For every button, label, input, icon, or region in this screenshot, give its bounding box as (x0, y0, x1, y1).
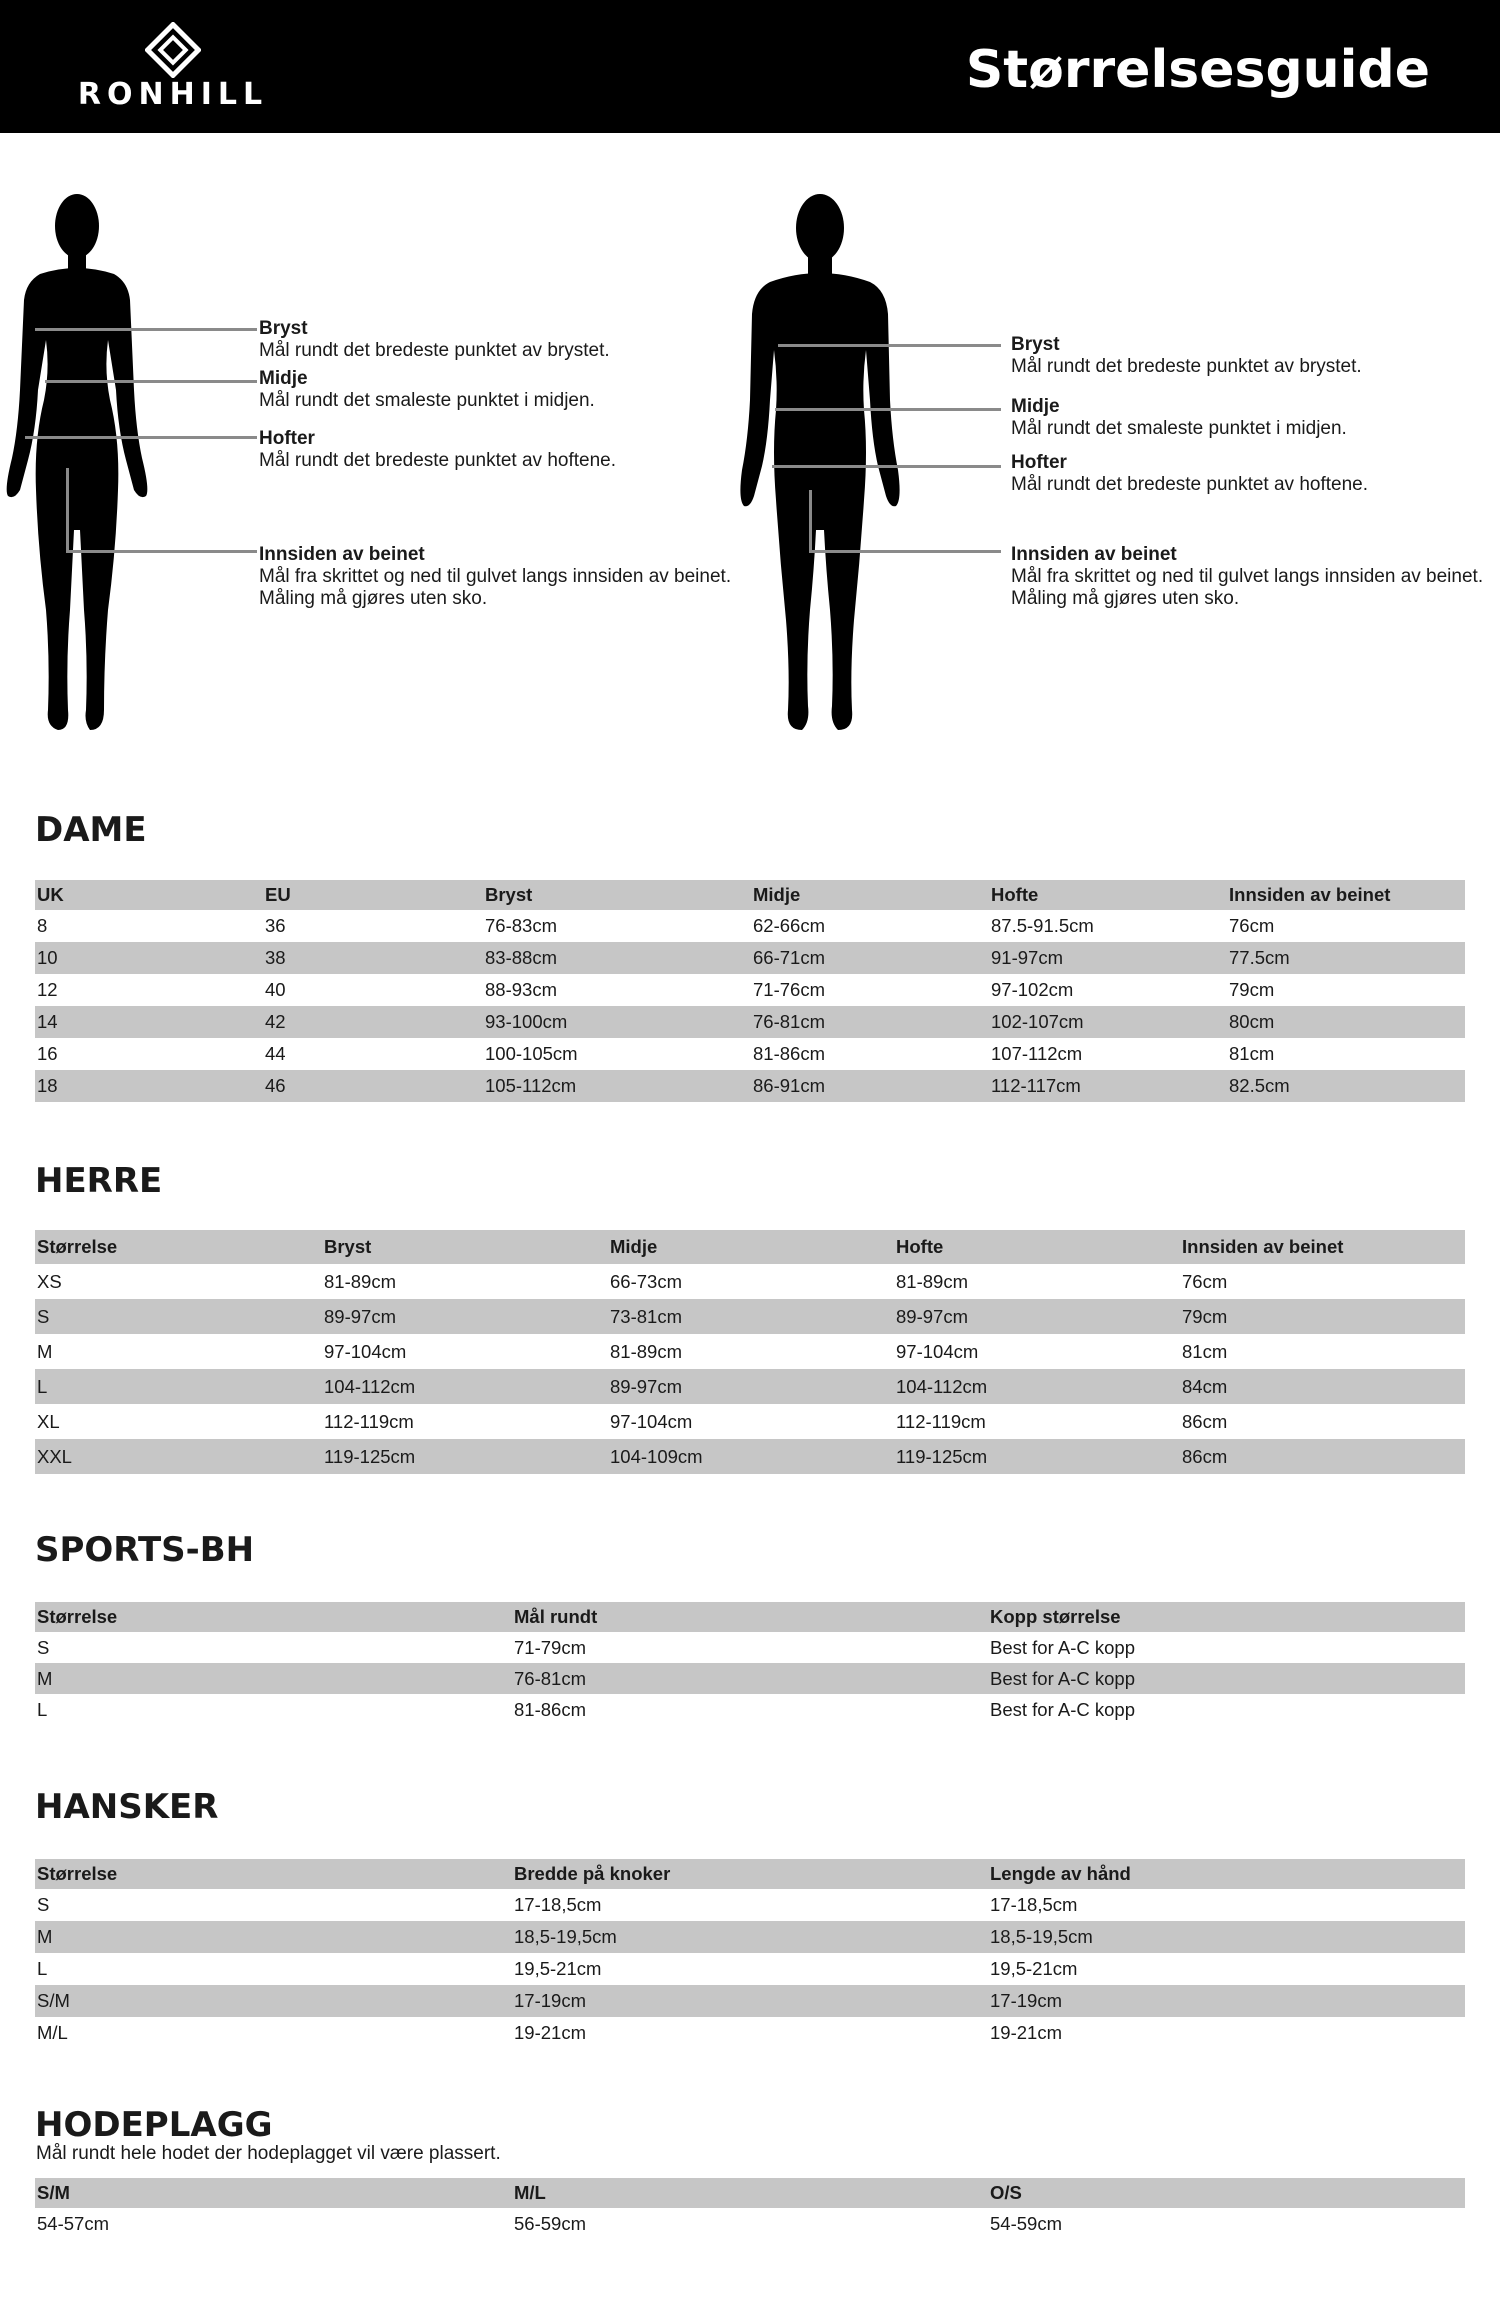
size-table-hodeplagg (35, 2178, 1465, 2240)
table-cell: 17-18,5cm (514, 1894, 602, 1915)
table-row (35, 1070, 1465, 1102)
table-cell: S (37, 1636, 50, 1658)
table-cell: M/L (37, 2022, 68, 2043)
table-cell: 54-57cm (37, 2213, 109, 2234)
table-cell: 112-119cm (896, 1410, 986, 1432)
section-title-dame: DAME (35, 810, 147, 850)
table-cell: L (37, 1958, 48, 1979)
column-header: M/L (512, 2178, 988, 2208)
table-cell: 86cm (1182, 1410, 1228, 1432)
table-cell: 19-21cm (514, 2022, 586, 2043)
annotation-title: Innsiden av beinet (259, 544, 425, 565)
column-header: Innsiden av beinet (1227, 880, 1465, 910)
column-header: Innsiden av beinet (1180, 1230, 1465, 1264)
table-cell: 86cm (1180, 1439, 1465, 1474)
section-title-hansker: HANSKER (35, 1787, 219, 1827)
table-row (35, 2017, 1465, 2049)
annotation-title: Hofter (259, 428, 315, 449)
annotation-title: Midje (259, 368, 308, 389)
table-cell: 76cm (1229, 915, 1275, 936)
table-cell: S (35, 1299, 322, 1334)
table-cell: S (37, 1894, 50, 1915)
women-figure-block (0, 190, 750, 750)
annotation-title: Innsiden av beinet (1011, 544, 1177, 565)
chest-leader-line (778, 344, 1001, 347)
column-header: Mål rundt (512, 1602, 988, 1632)
annotation-title: Bryst (259, 318, 308, 339)
waist-leader-line (45, 380, 257, 383)
table-header-row (35, 2178, 1465, 2208)
table-cell: 89-97cm (894, 1299, 1180, 1334)
section-title-hodeplagg: HODEPLAGG (35, 2105, 273, 2145)
table-row (35, 1921, 1465, 1953)
column-header: Bredde på knoker (512, 1859, 988, 1889)
annotation-desc: Mål rundt det smaleste punktet i midjen. (1011, 418, 1347, 439)
table-cell: 107-112cm (991, 1043, 1083, 1064)
table-cell: 42 (263, 1006, 483, 1038)
table-cell: 40 (265, 979, 286, 1000)
table-header-row (35, 1230, 1465, 1264)
table-cell: 93-100cm (483, 1006, 751, 1038)
table-row (35, 1369, 1465, 1404)
table-cell: 81cm (1182, 1340, 1228, 1362)
table-cell: 44 (265, 1043, 286, 1064)
table-cell: 17-19cm (512, 1985, 988, 2017)
table-row (35, 1632, 1465, 1663)
table-header-row (35, 1859, 1465, 1889)
table-cell: 81cm (1229, 1043, 1275, 1064)
table-cell: Best for A-C kopp (990, 1636, 1135, 1658)
table-cell: 38 (263, 942, 483, 974)
table-cell: 46 (263, 1070, 483, 1102)
table-cell: M (35, 1921, 512, 1953)
annotation-hips (1011, 452, 1368, 496)
table-cell: 97-104cm (610, 1410, 693, 1432)
column-header: UK (35, 880, 263, 910)
table-cell: Best for A-C kopp (988, 1663, 1465, 1694)
table-cell: 18,5-19,5cm (988, 1921, 1465, 1953)
inseam-vertical-line (809, 490, 812, 552)
annotation-title: Midje (1011, 396, 1060, 417)
table-cell: 88-93cm (485, 979, 557, 1000)
inseam-leader-line (66, 550, 257, 553)
table-cell: 76-81cm (751, 1006, 989, 1038)
table-row (35, 1038, 1465, 1070)
table-cell: 19,5-21cm (990, 1958, 1078, 1979)
men-figure-block (740, 190, 1490, 750)
column-header: Størrelse (35, 1602, 512, 1632)
size-table-hansker (35, 1859, 1465, 2049)
section-title-sportsbh: SPORTS-BH (35, 1530, 255, 1570)
annotation-bust (259, 318, 610, 362)
column-header: Midje (608, 1230, 894, 1264)
table-row (35, 1953, 1465, 1985)
table-cell: 10 (35, 942, 263, 974)
table-cell: 84cm (1180, 1369, 1465, 1404)
table-cell: 82.5cm (1227, 1070, 1465, 1102)
section-subtitle-hodeplagg: Mål rundt hele hodet der hodeplagget vil være plassert. (36, 2143, 501, 2164)
table-cell: 81-86cm (753, 1043, 825, 1064)
table-cell: Best for A-C kopp (990, 1698, 1135, 1720)
annotation-waist (1011, 396, 1347, 440)
table-cell: 87.5-91.5cm (991, 915, 1094, 936)
inseam-leader-line (809, 550, 1001, 553)
annotation-desc: Mål fra skrittet og ned til gulvet langs innsiden av beinet. (1011, 566, 1484, 587)
annotation-desc: Mål fra skrittet og ned til gulvet langs innsiden av beinet. (259, 566, 732, 587)
table-cell: 73-81cm (608, 1299, 894, 1334)
annotation-desc-note: Måling må gjøres uten sko. (1011, 588, 1240, 609)
column-header: Bryst (483, 880, 751, 910)
table-cell: 54-59cm (990, 2213, 1062, 2234)
table-cell: 89-97cm (322, 1299, 608, 1334)
column-header: Hofte (989, 880, 1227, 910)
table-cell: 71-76cm (753, 979, 825, 1000)
table-cell: 56-59cm (514, 2213, 586, 2234)
table-cell: 81-89cm (896, 1270, 968, 1292)
table-cell: 97-102cm (991, 979, 1074, 1000)
table-header-row (35, 1602, 1465, 1632)
table-row (35, 1663, 1465, 1694)
table-cell: 83-88cm (483, 942, 751, 974)
annotation-hips (259, 428, 616, 472)
column-header: Hofte (894, 1230, 1180, 1264)
waist-leader-line (775, 408, 1001, 411)
table-cell: 76-81cm (512, 1663, 988, 1694)
table-row (35, 1889, 1465, 1921)
table-cell: 112-117cm (989, 1070, 1227, 1102)
table-cell: L (37, 1698, 48, 1720)
table-cell: 102-107cm (989, 1006, 1227, 1038)
annotation-desc: Mål rundt det bredeste punktet av hoftene. (1011, 474, 1369, 495)
table-cell: 17-19cm (988, 1985, 1465, 2017)
column-header: Størrelse (35, 1859, 512, 1889)
table-cell: 104-109cm (608, 1439, 894, 1474)
column-header: Kopp størrelse (988, 1602, 1465, 1632)
table-cell: 119-125cm (894, 1439, 1180, 1474)
table-cell: 104-112cm (894, 1369, 1180, 1404)
annotation-inseam (259, 544, 731, 610)
table-row (35, 1404, 1465, 1439)
table-cell: 89-97cm (608, 1369, 894, 1404)
table-cell: 81-86cm (514, 1698, 586, 1720)
column-header: Størrelse (35, 1230, 322, 1264)
table-row (35, 974, 1465, 1006)
table-cell: XXL (35, 1439, 322, 1474)
table-row (35, 942, 1465, 974)
column-header: O/S (988, 2178, 1465, 2208)
table-cell: 81-89cm (324, 1270, 396, 1292)
table-row (35, 1439, 1465, 1474)
table-cell: 105-112cm (483, 1070, 751, 1102)
header-bar (0, 0, 1500, 133)
brand-logo (38, 22, 308, 112)
table-row (35, 2208, 1465, 2240)
ronhill-diamond-logo-icon (145, 22, 201, 78)
column-header: Midje (751, 880, 989, 910)
table-cell: 100-105cm (485, 1043, 578, 1064)
table-cell: 62-66cm (753, 915, 825, 936)
column-header: EU (263, 880, 483, 910)
table-cell: 81-89cm (610, 1340, 682, 1362)
brand-name: RONHILL (77, 77, 269, 112)
table-cell: 8 (37, 915, 48, 936)
table-cell: 36 (265, 915, 286, 936)
table-cell: 18 (35, 1070, 263, 1102)
table-cell: 71-79cm (514, 1636, 586, 1658)
table-cell: 86-91cm (751, 1070, 989, 1102)
table-cell: 76-83cm (485, 915, 557, 936)
bust-leader-line (35, 328, 257, 331)
hip-leader-line (772, 465, 1001, 468)
annotation-chest (1011, 334, 1362, 378)
section-title-herre: HERRE (35, 1161, 163, 1201)
annotation-desc: Mål rundt det bredeste punktet av brystet. (1011, 356, 1362, 377)
annotation-title: Bryst (1011, 334, 1060, 355)
inseam-vertical-line (66, 468, 69, 552)
table-cell: 76cm (1182, 1270, 1228, 1292)
annotation-desc: Mål rundt det smaleste punktet i midjen. (259, 390, 595, 411)
column-header: Lengde av hånd (988, 1859, 1465, 1889)
female-silhouette-icon (0, 190, 160, 730)
table-cell: S/M (35, 1985, 512, 2017)
table-cell: 12 (37, 979, 58, 1000)
table-cell: 66-71cm (751, 942, 989, 974)
size-table-dame (35, 880, 1465, 1102)
annotation-inseam (1011, 544, 1483, 610)
table-row (35, 1264, 1465, 1299)
column-header: S/M (35, 2178, 512, 2208)
annotation-desc: Mål rundt det bredeste punktet av hoftene. (259, 450, 617, 471)
annotation-title: Hofter (1011, 452, 1067, 473)
hip-leader-line (25, 436, 257, 439)
annotation-desc: Mål rundt det bredeste punktet av brystet. (259, 340, 610, 361)
table-cell: 19-21cm (990, 2022, 1062, 2043)
table-row (35, 1006, 1465, 1038)
table-cell: 66-73cm (610, 1270, 682, 1292)
table-cell: 119-125cm (322, 1439, 608, 1474)
table-cell: 14 (35, 1006, 263, 1038)
size-table-herre (35, 1230, 1465, 1474)
table-cell: 80cm (1227, 1006, 1465, 1038)
table-cell: 91-97cm (989, 942, 1227, 974)
male-silhouette-icon (740, 190, 900, 730)
table-cell: M (37, 1340, 53, 1362)
table-cell: 112-119cm (324, 1410, 414, 1432)
table-row (35, 1334, 1465, 1369)
table-row (35, 1985, 1465, 2017)
table-cell: XL (37, 1410, 60, 1432)
table-cell: 19,5-21cm (514, 1958, 602, 1979)
table-cell: 97-104cm (896, 1340, 979, 1362)
table-cell: 79cm (1229, 979, 1275, 1000)
table-cell: 16 (37, 1043, 58, 1064)
column-header: Bryst (322, 1230, 608, 1264)
table-cell: 104-112cm (322, 1369, 608, 1404)
annotation-waist (259, 368, 595, 412)
table-header-row (35, 880, 1465, 910)
table-cell: 77.5cm (1227, 942, 1465, 974)
table-row (35, 910, 1465, 942)
table-cell: 79cm (1180, 1299, 1465, 1334)
table-row (35, 1299, 1465, 1334)
table-row (35, 1694, 1465, 1725)
size-table-sportsbh (35, 1602, 1465, 1725)
page-title: Størrelsesguide (965, 40, 1430, 100)
table-cell: 17-18,5cm (990, 1894, 1078, 1915)
table-cell: 97-104cm (324, 1340, 407, 1362)
table-cell: 18,5-19,5cm (512, 1921, 988, 1953)
table-cell: M (35, 1663, 512, 1694)
table-cell: XS (37, 1270, 62, 1292)
annotation-desc-note: Måling må gjøres uten sko. (259, 588, 488, 609)
table-cell: L (35, 1369, 322, 1404)
